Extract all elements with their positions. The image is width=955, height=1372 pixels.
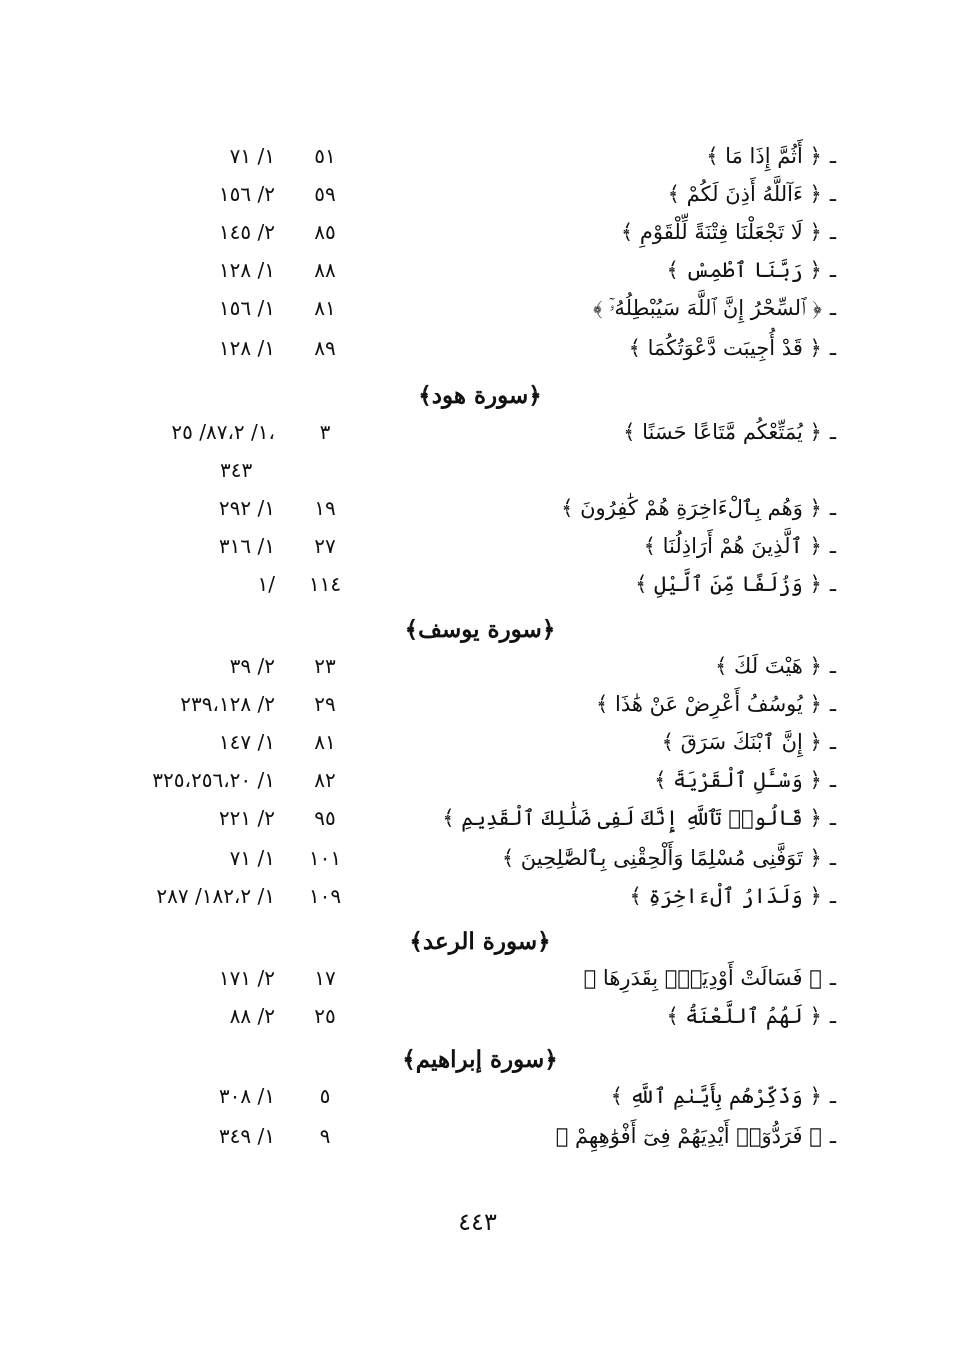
volume-page-reference — [90, 686, 275, 722]
entry-dash: ـ — [829, 336, 836, 360]
reference-text: ١/ ١٥٦ — [218, 296, 275, 320]
volume-page-reference — [90, 1078, 275, 1114]
reference-text: ١/ ١٢٨ — [218, 336, 275, 360]
reference-text: ١/ ٧١ — [229, 846, 275, 870]
index-entry — [90, 528, 850, 564]
index-entry — [90, 724, 850, 760]
ayah-number: ٢٩ — [314, 692, 336, 716]
verse-quote: ﴿ قَالُوا۟ تَٱللَّهِ إِنَّكَ لَفِى ضَلَٰلِكَ ٱلْقَدِيمِ ﴾ — [442, 806, 822, 830]
volume-page-reference — [90, 252, 275, 288]
index-entry — [90, 176, 850, 212]
entry-dash: ـ — [829, 534, 836, 558]
volume-page-reference — [90, 490, 275, 526]
ayah-number: ٩ — [319, 1124, 331, 1148]
reference-text: ٢/ ٨٨ — [229, 1004, 275, 1028]
volume-page-reference — [90, 840, 275, 876]
verse-text — [630, 878, 836, 914]
entry-dash: ـ — [829, 1084, 836, 1108]
verse-quote: ﴿ ٱلَّذِينَ هُمْ أَرَاذِلُنَا ﴾ — [643, 534, 822, 558]
verse-quote: ﴿ وَلَدَارُ ٱلْءَاخِرَةِ ﴾ — [629, 884, 822, 908]
verse-quote: ﴿ يُوسُفُ أَعْرِضْ عَنْ هَٰذَا ﴾ — [596, 692, 822, 716]
entry-dash: ـ — [829, 966, 836, 990]
entry-dash: ـ — [829, 296, 836, 320]
surah-heading: ﴿سورة الرعد﴾ — [409, 928, 551, 955]
index-entry — [90, 214, 850, 250]
ayah-number: ١٠١ — [308, 846, 342, 870]
volume-page-reference — [90, 176, 275, 212]
verse-text — [621, 214, 836, 250]
reference-text: ٢/ ٢٢١ — [218, 806, 275, 830]
entry-dash: ـ — [829, 654, 836, 678]
verse-quote: ﴿ وَهُم بِٱلْءَاخِرَةِ هُمْ كَٰفِرُونَ ﴾ — [561, 496, 822, 520]
verse-quote: ﴿ لَا تَجْعَلْنَا فِتْنَةً لِّلْقَوْمِ ﴾ — [620, 220, 822, 244]
ayah-number: ٢٧ — [314, 534, 336, 558]
reference-text: ١/ ٨٧،٢/ ٢٥، — [171, 420, 275, 444]
reference-text: ٢/ ١٤٥ — [218, 220, 275, 244]
verse-quote: ﴿ يُمَتِّعْكُم مَّتَاعًا حَسَنًا ﴾ — [623, 420, 822, 444]
page-number: ٤٤٣ — [458, 1208, 497, 1236]
reference-text: ١/ ٣٢٥،٢٥٦،٢٠ — [152, 768, 275, 792]
verse-quote: ﴿ ٱلسِّحْرُ إِنَّ ٱللَّهَ سَيُبْطِلُهُۥٓ ﴾ — [593, 296, 822, 320]
volume-page-reference — [90, 724, 275, 760]
volume-page-reference — [90, 566, 275, 602]
index-entry — [90, 1118, 850, 1154]
entry-dash: ـ — [829, 1004, 836, 1028]
ayah-number: ٨١ — [314, 296, 336, 320]
verse-text — [611, 1078, 836, 1114]
entry-dash: ـ — [829, 144, 836, 168]
verse-text — [654, 762, 836, 798]
verse-text — [596, 686, 836, 722]
verse-quote: ﴿ ءَآللَّهُ أَذِنَ لَكُمْ ﴾ — [667, 182, 822, 206]
index-entry — [90, 762, 850, 798]
index-entry — [90, 998, 850, 1034]
verse-text — [556, 1118, 836, 1154]
entry-dash: ـ — [829, 220, 836, 244]
volume-page-reference — [90, 214, 275, 250]
ayah-number: ١٧ — [314, 966, 336, 990]
reference-text: ١/ ١٤٧ — [218, 730, 275, 754]
entry-dash: ـ — [829, 692, 836, 716]
ayah-number: ٨٥ — [314, 220, 336, 244]
reference-text: ٢/ ١٥٦ — [218, 182, 275, 206]
verse-text — [623, 414, 836, 450]
reference-text: ٢/ ٣٩ — [229, 654, 275, 678]
verse-text — [706, 138, 836, 174]
entry-dash: ـ — [829, 182, 836, 206]
entry-dash: ـ — [829, 572, 836, 596]
reference-text: ١/ ٣١٦ — [218, 534, 275, 558]
index-entry — [90, 840, 850, 876]
reference-text: ١/ ١٨٢،٢/ ٢٨٧ — [156, 884, 275, 908]
verse-quote: ﴿ وَسْـَٔلِ ٱلْقَرْيَةَ ﴾ — [654, 768, 822, 792]
ayah-number: ٢٥ — [314, 1004, 336, 1028]
volume-page-reference — [90, 878, 275, 914]
entry-dash: ـ — [829, 1124, 836, 1148]
verse-quote: ﴿ رَبَّنَا ٱطْمِسْ ﴾ — [666, 258, 822, 282]
ayah-number: ٥٩ — [314, 182, 336, 206]
verse-text — [715, 648, 836, 684]
surah-heading: ﴿سورة يوسف﴾ — [404, 616, 556, 643]
ayah-number: ٣ — [319, 420, 331, 444]
ayah-number: ١٩ — [314, 496, 336, 520]
entry-dash: ـ — [829, 768, 836, 792]
verse-quote: ﴿ وَذَكِّرْهُم بِأَيَّىٰمِ ٱللَّهِ ﴾ — [610, 1084, 822, 1108]
volume-page-reference — [90, 290, 275, 326]
volume-page-reference — [90, 762, 275, 798]
volume-page-reference — [90, 330, 275, 366]
entry-dash: ـ — [829, 884, 836, 908]
ayah-number: ٥١ — [314, 144, 336, 168]
verse-quote: ﴿ فَرَدُّوٓا۟ أَيْدِيَهُمْ فِىٓ أَفْوَٰهِهِمْ ﴾ — [555, 1124, 822, 1148]
volume-page-reference — [90, 800, 275, 836]
verse-text — [593, 290, 836, 326]
ayah-number: ٨٨ — [314, 258, 336, 282]
volume-page-reference — [90, 138, 275, 174]
volume-page-reference — [90, 960, 275, 996]
verse-quote: ﴿ وَزُلَفًا مِّنَ ٱلَّيْلِ ﴾ — [635, 572, 822, 596]
index-entry — [90, 800, 850, 836]
reference-text: ٢/ ١٧١ — [218, 966, 275, 990]
reference-text: ١/ — [257, 572, 275, 596]
index-entry — [90, 566, 850, 602]
volume-page-reference — [90, 414, 275, 488]
volume-page-reference — [90, 998, 275, 1034]
verse-quote: ﴿ فَسَالَتْ أَوْدِيَةٌۢ بِقَدَرِهَا ﴾ — [583, 966, 822, 990]
entry-dash: ـ — [829, 846, 836, 870]
index-entry — [90, 648, 850, 684]
verse-quote: ﴿ أَثُمَّ إِذَا مَا ﴾ — [706, 144, 822, 168]
reference-text: ١/ ٧١ — [229, 144, 275, 168]
volume-page-reference — [90, 528, 275, 564]
index-entry — [90, 252, 850, 288]
index-entry — [90, 330, 850, 366]
verse-quote: ﴿ هَيْتَ لَكَ ﴾ — [715, 654, 822, 678]
ayah-number: ١٠٩ — [308, 884, 342, 908]
reference-text: ١/ ١٢٨ — [218, 258, 275, 282]
verse-text — [561, 490, 836, 526]
ayah-number: ٩٥ — [314, 806, 336, 830]
reference-text: ٢/ ٢٣٩،١٢٨ — [180, 692, 275, 716]
verse-text — [442, 800, 836, 836]
reference-continuation: ٣٤٣ — [220, 458, 253, 482]
index-entry — [90, 290, 850, 326]
verse-text — [502, 840, 836, 876]
ayah-number: ٨١ — [314, 730, 336, 754]
entry-dash: ـ — [829, 420, 836, 444]
verse-text — [629, 330, 836, 366]
entry-dash: ـ — [829, 496, 836, 520]
verse-text — [635, 566, 836, 602]
verse-text — [668, 176, 836, 212]
index-entry — [90, 1078, 850, 1114]
volume-page-reference — [90, 1118, 275, 1154]
index-entry — [90, 878, 850, 914]
verse-quote: ﴿ تَوَفَّنِى مُسْلِمًا وَأَلْحِقْنِى بِٱلصَّٰلِحِينَ ﴾ — [501, 846, 822, 870]
entry-dash: ـ — [829, 730, 836, 754]
verse-quote: ﴿ لَهُمُ ٱللَّعْنَةُ ﴾ — [666, 1004, 822, 1028]
surah-heading: ﴿سورة إبراهيم﴾ — [402, 1046, 558, 1073]
ayah-number: ٨٢ — [314, 768, 336, 792]
verse-quote: ﴿ إِنَّ ٱبْنَكَ سَرَقَ ﴾ — [661, 730, 822, 754]
reference-text: ١/ ٣٤٩ — [218, 1124, 275, 1148]
verse-quote: ﴿ قَدْ أُجِيبَت دَّعْوَتُكُمَا ﴾ — [628, 336, 822, 360]
index-entry — [90, 960, 850, 996]
verse-text — [584, 960, 836, 996]
index-entry — [90, 490, 850, 526]
entry-dash: ـ — [829, 806, 836, 830]
surah-heading: ﴿سورة هود﴾ — [418, 382, 542, 409]
ayah-number: ٥ — [319, 1084, 331, 1108]
reference-text: ١/ ٣٠٨ — [218, 1084, 275, 1108]
verse-text — [666, 252, 836, 288]
volume-page-reference — [90, 648, 275, 684]
ayah-number: ٨٩ — [314, 336, 336, 360]
ayah-number: ٢٣ — [314, 654, 336, 678]
verse-text — [662, 724, 836, 760]
ayah-number: ١١٤ — [308, 572, 342, 596]
entry-dash: ـ — [829, 258, 836, 282]
reference-text: ١/ ٢٩٢ — [218, 496, 275, 520]
index-entry — [90, 686, 850, 722]
index-entry — [90, 138, 850, 174]
verse-text — [666, 998, 836, 1034]
index-entry — [90, 414, 850, 482]
verse-text — [644, 528, 836, 564]
